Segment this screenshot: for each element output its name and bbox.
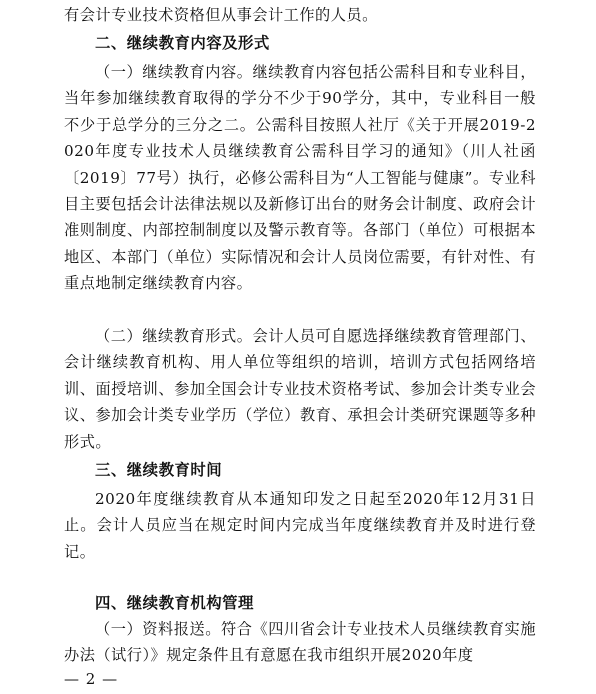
paragraph-material-submission: （一）资料报送。符合《四川省会计专业技术人员继续教育实施办法（试行）》规定条件且有意愿在我市组织开展2020年度 — [64, 620, 536, 665]
section-heading-content-and-form: 二、继续教育内容及形式 — [95, 34, 270, 52]
paragraph-education-content: （一）继续教育内容。继续教育内容包括公需科目和专业科目，当年参加继续教育取得的学分不少于90学分，其中，专业科目一般不少于总学分的三分之二。公需科目按照人社厅《关于开展2019-2020年度专业技术人员继续教育公需科目学习的通知》（川人社函〔2019〕77号）执行，必修公需科目为“人工智能与健康”。专业科目主要包括会计法律法规以及新修订出台的财务会计制度、政府会计准则制度、内部控制制度以及警示教育等。各部门（单位）可根据本地区、本部门（单位）实际情况和会计人员岗位需要，有针对性、有重点地制定继续教育内容。 — [64, 63, 536, 293]
paragraph-education-time: 2020年度继续教育从本通知印发之日起至2020年12月31日止。会计人员应当在规定时间内完成当年度继续教育并及时进行登记。 — [64, 490, 536, 561]
section-heading-institution-management: 四、继续教育机构管理 — [95, 594, 254, 612]
section-heading-education-time: 三、继续教育时间 — [95, 461, 223, 479]
intro-line: 有会计专业技术资格但从事会计工作的人员。 — [64, 6, 378, 24]
paragraph-education-form: （二）继续教育形式。会计人员可自愿选择继续教育管理部门、会计继续教育机构、用人单位等组织的培训，培训方式包括网络培训、面授培训、参加全国会计专业技术资格考试、参加会计类专业会议、参加会计类专业学历（学位）教育、承担会计类研究课题等多种形式。 — [64, 327, 536, 451]
page-number: — 2 — — [64, 670, 119, 688]
